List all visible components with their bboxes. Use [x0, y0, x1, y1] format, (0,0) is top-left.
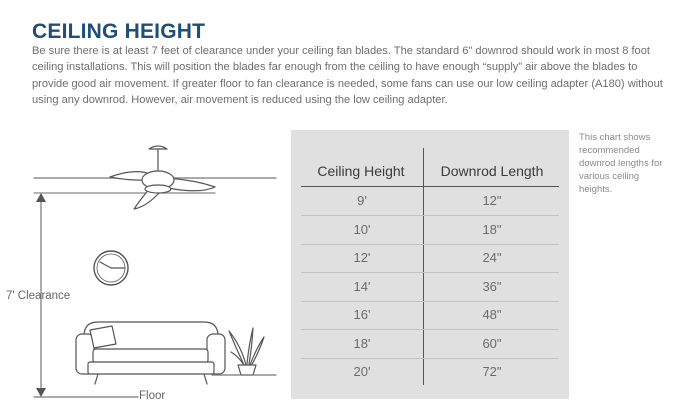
table-row: [301, 273, 559, 302]
arrow-down-icon: [36, 388, 46, 397]
downrod-length-cell: 18": [482, 222, 502, 237]
downrod-length-cell: 72": [482, 364, 502, 379]
ceiling-height-cell: 16': [353, 307, 371, 322]
sofa-icon: [76, 322, 225, 384]
downrod-length-cell: 24": [482, 250, 502, 265]
room-illustration: [0, 130, 290, 405]
header-ceiling-height: Ceiling Height: [317, 163, 405, 179]
wall-clock-icon: [94, 251, 128, 285]
header-downrod-length: Downrod Length: [440, 163, 544, 179]
table-row: [301, 244, 559, 273]
chart-note: This chart shows recommended downrod lengths for various ceiling heights.: [579, 132, 663, 195]
ceiling-height-cell: 12': [353, 250, 371, 265]
floor-label: Floor: [139, 390, 166, 402]
table-row: [301, 216, 559, 245]
downrod-length-cell: 12": [482, 193, 502, 208]
downrod-length-cell: 48": [482, 307, 502, 322]
downrod-length-cell: 60": [482, 336, 502, 351]
downrod-length-cell: 36": [482, 279, 502, 294]
page-title: CEILING HEIGHT: [32, 20, 206, 43]
clearance-label: 7' Clearance: [6, 290, 71, 302]
table-row: [301, 330, 559, 359]
arrow-up-icon: [36, 193, 46, 202]
ceiling-height-cell: 14': [353, 279, 371, 294]
table-row: [301, 301, 559, 330]
ceiling-height-cell: 18': [353, 336, 371, 351]
downrod-table: [291, 130, 569, 399]
table-row: [301, 187, 559, 216]
ceiling-height-cell: 9': [357, 193, 367, 208]
intro-paragraph: Be sure there is at least 7 feet of clearance under your ceiling fan blades. The standard 6" downrod should work in most 8 foot ceiling installations. This will position the blades far enough from the ceiling to have enough “supply” air above the blades to provide good air movement. If greater floor to fan clearance is needed, some fans can use our low ceiling adapter (A180) without using any downrod. However, air movement is reduced using the low ceiling adapter.: [32, 45, 663, 107]
ceiling-height-cell: 20': [353, 364, 371, 379]
ceiling-height-cell: 10': [353, 222, 371, 237]
table-row: [301, 358, 559, 386]
potted-plant-icon: [229, 328, 264, 375]
